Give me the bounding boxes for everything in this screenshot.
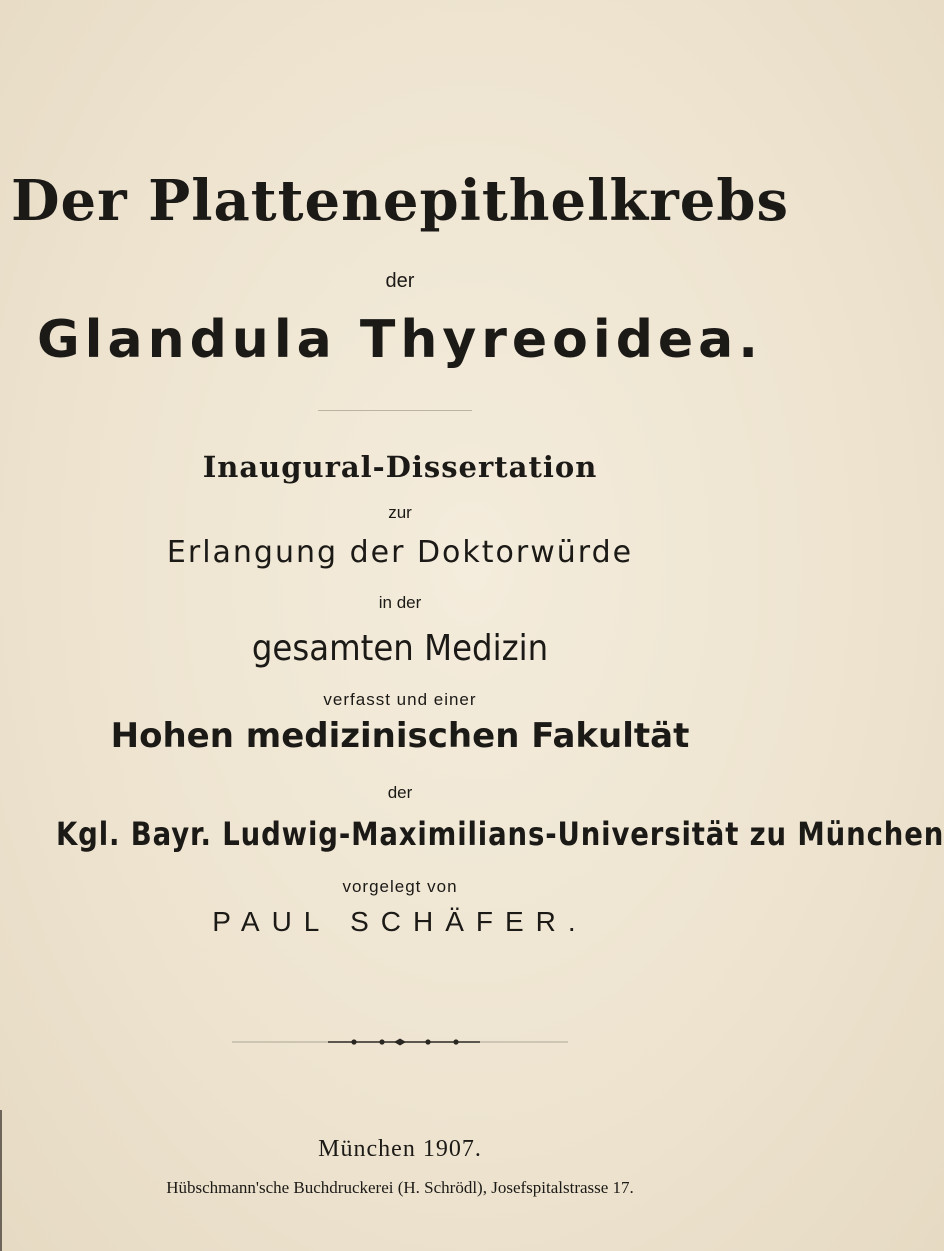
in-der-text: in der — [378, 593, 422, 612]
zur-text: zur — [388, 503, 412, 522]
connector-der-2: der — [387, 783, 413, 802]
printer-imprint: Hübschmann'sche Buchdruckerei (H. Schrödl), Josefspitalstrasse 17. — [166, 1178, 634, 1197]
connector-der: der — [385, 270, 415, 292]
place-and-year: München 1907. — [318, 1136, 482, 1162]
faculty-name: Hohen medizinischen Fakultät — [110, 716, 690, 756]
author-name: PAUL SCHÄFER. — [212, 906, 588, 937]
dissertation-type: Inaugural-Dissertation — [202, 450, 598, 484]
field-of-study: gesamten Medizin — [251, 628, 549, 669]
ornament-divider — [232, 1036, 568, 1048]
university-name: Kgl. Bayr. Ludwig-Maximilians-Universität zu München — [56, 815, 944, 853]
subject-title: Glandula Thyreoidea. — [36, 310, 764, 370]
page-edge-shadow — [0, 1110, 2, 1251]
dissertation-title: Der Plattenepithelkrebs — [10, 168, 790, 234]
verfasst-text: verfasst und einer — [323, 690, 477, 709]
degree-purpose: Erlangung der Doktorwürde — [166, 535, 634, 570]
vorgelegt-text: vorgelegt von — [342, 877, 458, 896]
divider-rule — [318, 410, 472, 411]
